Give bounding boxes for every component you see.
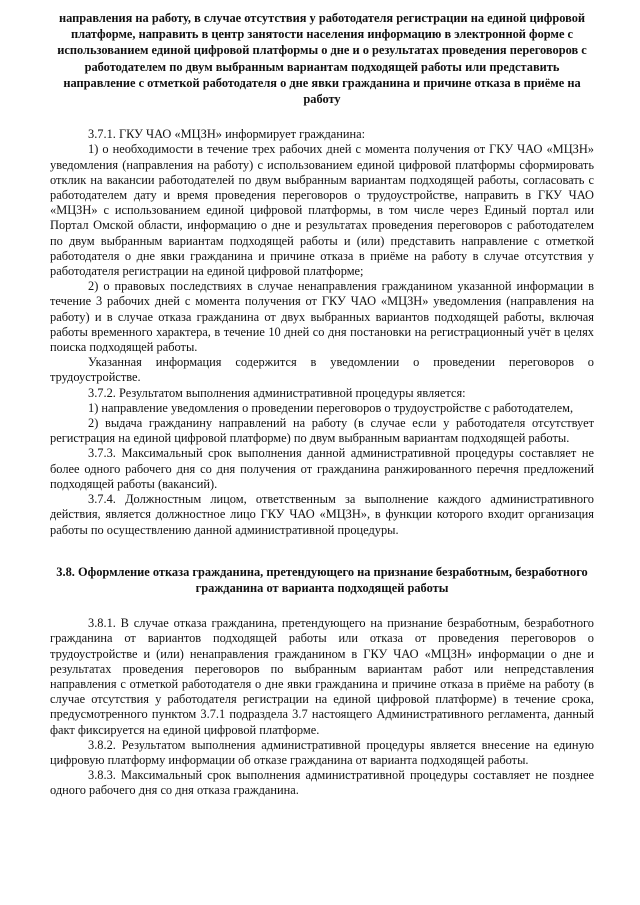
paragraph-3-7-2-item-2: 2) выдача гражданину направлений на работу (в случае если у работодателя отсутствует регистрация на единой цифровой платформе) по двум выбранным вариантам подходящей работы. xyxy=(50,416,594,446)
section-3-8 xyxy=(50,616,594,798)
paragraph-3-7-1-note: Указанная информация содержится в уведомлении о проведении переговоров о трудоустройстве. xyxy=(50,355,594,385)
paragraph-3-7-1-item-2: 2) о правовых последствиях в случае ненаправления гражданином указанной информации в течение 3 рабочих дней с момента получения от ГКУ ЧАО «МЦЗН» уведомления (направления на работу) и в случае отказа гражданина от двух выбранных вариантов подходящей работы, включая работы временного характера, в течение 10 дней со дня постановки на регистрационный учёт в целях поиска подходящей работы. xyxy=(50,279,594,355)
paragraph-3-7-1-item-1: 1) о необходимости в течение трех рабочих дней с момента получения от ГКУ ЧАО «МЦЗН» уведомления (направления на работу) с использованием единой цифровой платформы сформировать отклик на вакансии работодателей по двум выбранным вариантам подходящей работы, согласовать с работодателем дату и время проведения переговоров о трудоустройстве, направить в ГКУ ЧАО «МЦЗН» с использованием единой цифровой платформы, в том числе через Единый портал или Портал Омской области, информацию о дне и результатах проведения переговоров с работодателем по двум выбранным вариантам подходящей работы и (или) представить направление с отметкой работодателя о дне явки гражданина и причине отказа в приёме на работу в случае отсутствия у работодателя регистрации на единой цифровой платформе; xyxy=(50,142,594,279)
section-3-7 xyxy=(50,127,594,537)
paragraph-3-8-3: 3.8.3. Максимальный срок выполнения административной процедуры составляет не позднее одного рабочего дня со дня отказа гражданина. xyxy=(50,768,594,798)
paragraph-3-8-1: 3.8.1. В случае отказа гражданина, претендующего на признание безработным, безработного гражданина от вариантов подходящей работы или отказа от проведения переговоров о трудоустройстве и (или) ненаправления гражданином в ГКУ ЧАО «МЦЗН» информации о дне и результатах проведения переговоров по выбранным вариантам работ или непредставления направления с отметкой работодателя о дне явки гражданина и причине отказа в приёме на работу (в случае отсутствия у работодателя регистрации на единой цифровой платформе) в течение срока, предусмотренного пунктом 3.7.1 подраздела 3.7 настоящего Административного регламента, данный факт фиксируется на единой цифровой платформе. xyxy=(50,616,594,737)
intro-heading: направления на работу, в случае отсутствия у работодателя регистрации на единой цифровой платформе, направить в центр занятости населения информацию в электронной форме с использованием единой цифровой платформы о дне и о результатах проведения переговоров с работодателем по двум выбранным вариантам подходящей работы или представить направление с отметкой работодателя о дне явки гражданина и причине отказа в приёме на работу xyxy=(57,11,587,107)
paragraph-3-7-3: 3.7.3. Максимальный срок выполнения данной административной процедуры составляет не более одного рабочего дня со дня получения от гражданина ранжированного перечня предложений подходящей работы (вакансий). xyxy=(50,446,594,491)
section-3-8-title: 3.8. Оформление отказа гражданина, претендующего на признание безработным, безработного гражданина от варианта подходящей работы xyxy=(56,564,588,595)
paragraph-3-7-1: 3.7.1. ГКУ ЧАО «МЦЗН» информирует гражданина: xyxy=(88,127,366,142)
paragraph-3-7-2: 3.7.2. Результатом выполнения административной процедуры является: xyxy=(88,385,466,400)
paragraph-3-8-2: 3.8.2. Результатом выполнения административной процедуры является внесение на единую цифровую платформу информации об отказе гражданина от варианта подходящей работы. xyxy=(50,737,594,767)
paragraph-3-7-2-item-1: 1) направление уведомления о проведении переговоров о трудоустройстве с работодателем, xyxy=(88,400,574,415)
paragraph-3-7-4: 3.7.4. Должностным лицом, ответственным за выполнение каждого административного действия, является должностное лицо ГКУ ЧАО «МЦЗН», в функции которого входит организация работы по осуществлению данной административной процедуры. xyxy=(50,492,594,537)
